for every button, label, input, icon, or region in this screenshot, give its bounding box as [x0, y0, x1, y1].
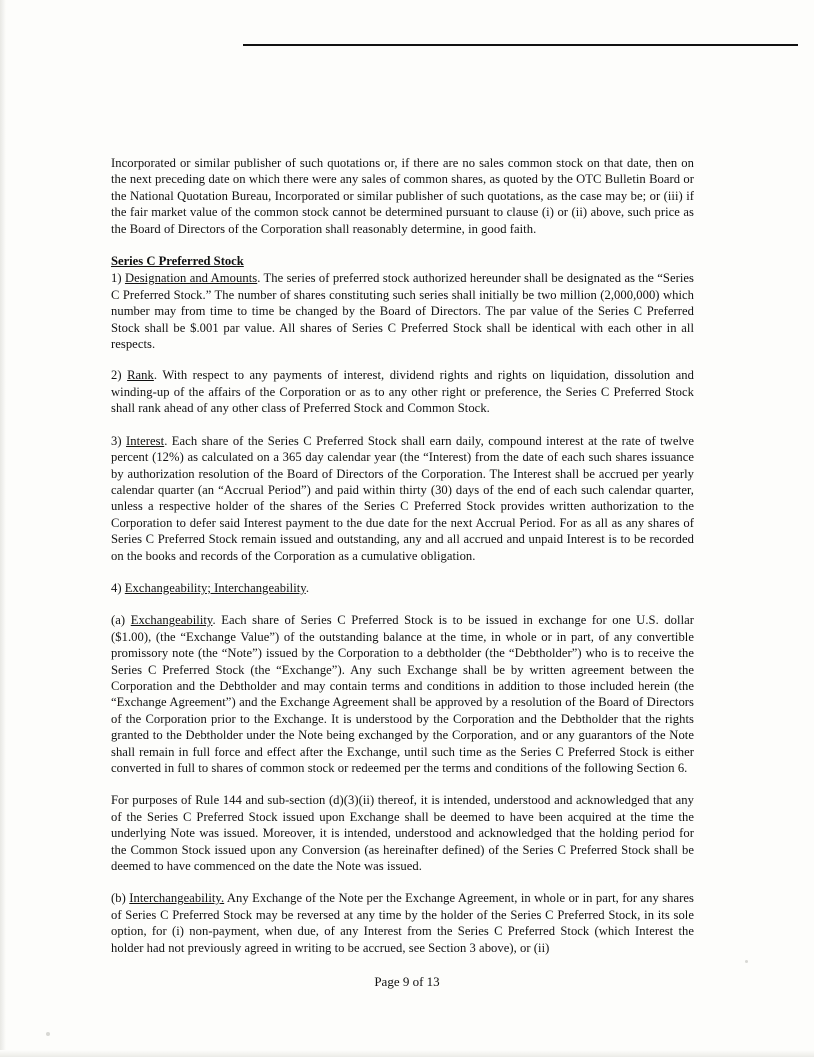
paragraph-text: . Each share of the Series C Preferred Stock shall earn daily, compound interest at the rate of twelve percent (12%) as calculated on a 365 day calendar year (the “Interest) from the date of each such shares issuance by authorization resolution of the Board of Directors of the Corporation. The Interest shall be accrued per yearly calendar quarter (an “Accrual Period”) and paid within thirty (30) days of the end of each such calendar quarter, unless a respective holder of the shares of the Series C Preferred Stock provides written authorization to the Corporation to defer said Interest payment to the due date for the next Accrual Period. For as all as any shares of Series C Preferred Stock remain issued and outstanding, any and all accrued and unpaid Interest is to be recorded on the books and records of the Corporation as a cumulative obligation.: [111, 433, 694, 563]
section-heading-series-c: Series C Preferred Stock: [111, 254, 244, 269]
paragraph-interchangeability-b: [111, 890, 694, 956]
scan-edge-left: [0, 0, 6, 1057]
paragraph-rule-144: For purposes of Rule 144 and sub-section (d)(3)(ii) thereof, it is intended, understood and acknowledged that any of the Series C Preferred Stock issued upon Exchange shall be deemed to have been acquired at the time the underlying Note was issued. Moreover, it is intended, understood and acknowledged that the holding period for the Common Stock issued upon any Conversion (as hereinafter defined) of the Series C Preferred Stock shall be deemed to have commenced on the date the Note was issued.: [111, 793, 694, 874]
paragraph-label: Rank: [127, 368, 154, 383]
page-footer: Page 9 of 13: [374, 974, 440, 989]
paragraph-number: (a): [111, 613, 126, 628]
paragraph-label: Designation and Amounts: [124, 271, 258, 286]
paragraph-designation: [111, 270, 694, 352]
paragraph-exchangeability-a: [111, 612, 694, 776]
paragraph-number: 3): [111, 433, 122, 448]
paragraph-interest: [111, 433, 694, 564]
scan-speck: [745, 960, 748, 963]
paragraph-exchangeability-heading: [111, 580, 694, 596]
paragraph-number: (b): [111, 891, 126, 906]
paragraph-text: . With respect to any payments of interest, dividend rights and rights on liquidation, dissolution and winding-up of the affairs of the Corporation or as to any other right or preference, the Series C Preferred Stock shall rank ahead of any other class of Preferred Stock and Common Stock.: [111, 368, 694, 416]
paragraph-text: .: [305, 580, 310, 595]
paragraph-rank: [111, 367, 694, 416]
document-body: [111, 155, 694, 972]
paragraph-label: Interest: [126, 433, 165, 448]
scan-edge-bottom: [0, 1050, 814, 1057]
paragraph-market-value: Incorporated or similar publisher of such quotations or, if there are no sales common stock on that date, then on the next preceding date on which there were any sales of common shares, as quoted by the OTC Bulletin Board or the National Quotation Bureau, Incorporated or similar publisher of such quotations, as the case may be; or (iii) if the fair market value of the common stock cannot be determined pursuant to clause (i) or (ii) above, such price as the Board of Directors of the Corporation shall reasonably determine, in good faith.: [111, 156, 694, 236]
scan-speck: [46, 1032, 50, 1036]
paragraph-text: . The series of preferred stock authorized hereunder shall be designated as the “Series C Preferred Stock.” The number of shares constituting such series shall initially be two million (2,000,000) which number may from time to time be changed by the Board of Directors. The par value of the Series C Preferred Stock shall be $.001 par value. All shares of Series C Preferred Stock shall be identical with each other in all respects.: [111, 271, 694, 352]
paragraph-number: 2): [111, 368, 122, 383]
header-rule: [243, 44, 798, 46]
paragraph-label: Exchangeability: [130, 613, 213, 628]
paragraph-text: Any Exchange of the Note per the Exchange Agreement, in whole or in part, for any shares of Series C Preferred Stock may be reversed at any time by the holder of the Series C Preferred Stock, in its sole option, for (i) non-payment, when due, of any Interest from the Series C Preferred Stock (which Interest the holder had not previously agreed in writing to be accrued, see Section 3 above), or (ii): [111, 891, 694, 955]
paragraph-label: Exchangeability; Interchangeability: [124, 580, 306, 595]
paragraph-number: 4): [111, 580, 122, 595]
paragraph-text: . Each share of Series C Preferred Stock is to be issued in exchange for one U.S. dollar ($1.00), (the “Exchange Value”) of the outstanding balance at the time, in whole or in part, of any convertible promissory note (the “Note”) issued by the Corporation to a debtholder (the “Debtholder”) who is to receive the Series C Preferred Stock (the “Exchange”). Any such Exchange shall be by written agreement between the Corporation and the Debtholder and may contain terms and conditions in addition to those included herein (the “Exchange Agreement”) and the Exchange Agreement shall be approved by a resolution of the Board of Directors of the Corporation prior to the Exchange. It is understood by the Corporation and the Debtholder that the rights granted to the Debtholder under the Note being exchanged by the Corporation, and or any guarantors of the Note shall remain in full force and effect after the Exchange, until such time as the Series C Preferred Stock is either converted in full to shares of common stock or redeemed per the terms and conditions of the following Section 6.: [111, 613, 695, 775]
paragraph-number: 1): [111, 271, 122, 286]
paragraph-label-period: .: [220, 891, 225, 906]
paragraph-label: Interchangeability: [129, 891, 221, 906]
